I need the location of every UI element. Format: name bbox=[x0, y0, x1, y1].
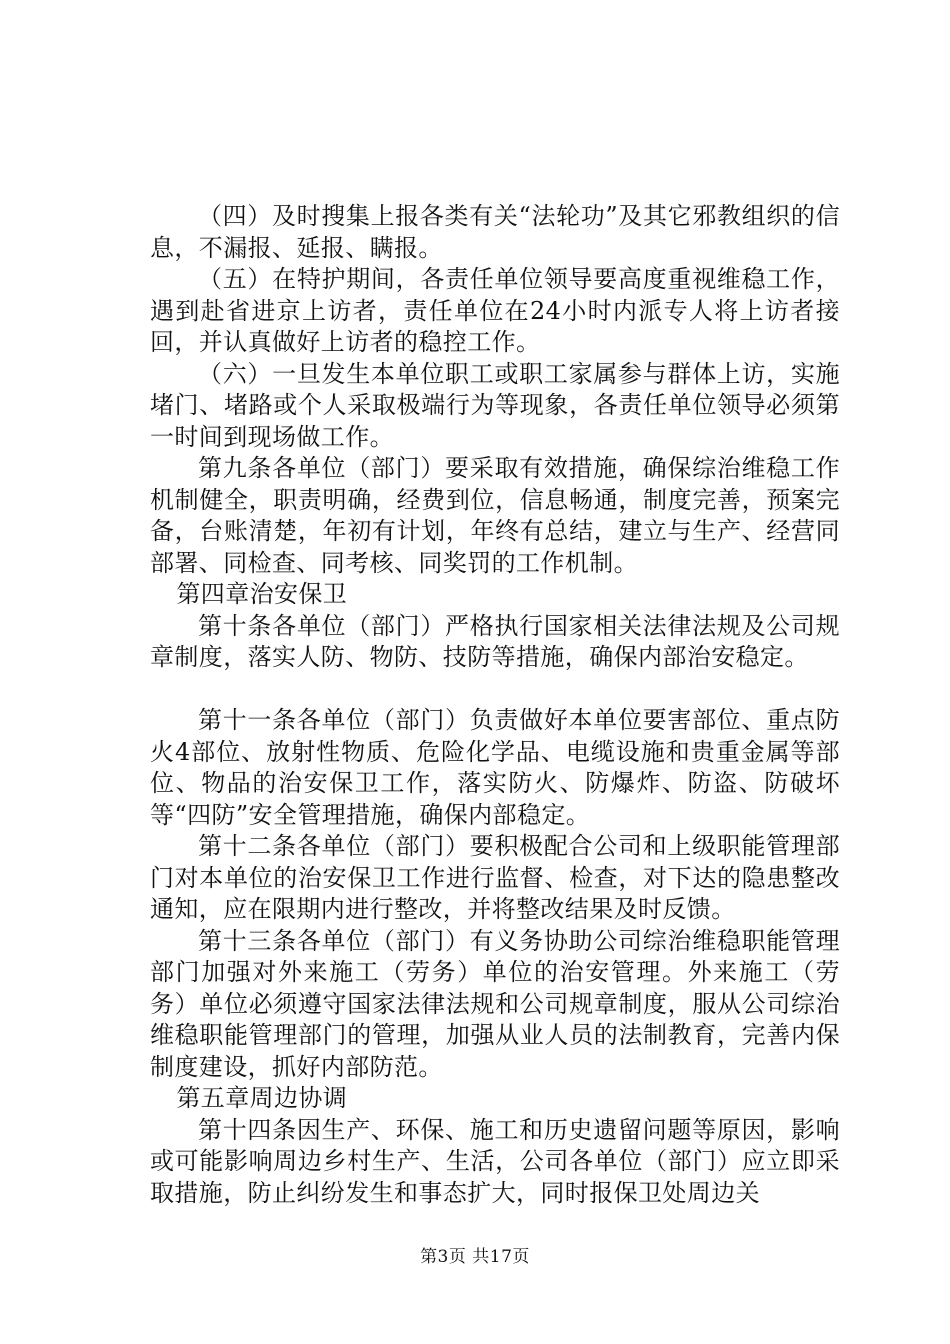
paragraph-item-5: （五）在特护期间，各责任单位领导要高度重视维稳工作，遇到赴省进京上访者，责任单位在24小时内派专人将上访者接回，并认真做好上访者的稳控工作。 bbox=[150, 265, 840, 356]
document-body bbox=[150, 201, 840, 1209]
paragraph-item-6: （六）一旦发生本单位职工或职工家属参与群体上访，实施堵门、堵路或个人采取极端行为等现象，各责任单位领导必须第一时间到现场做工作。 bbox=[150, 359, 840, 451]
paragraph-article-13: 第十三条各单位（部门）有义务协助公司综治维稳职能管理部门加强对外来施工（劳务）单位的治安管理。外来施工（劳务）单位必须遵守国家法律法规和公司规章制度，服从公司综治维稳职能管理部门的管理，加强从业人员的法制教育，完善内保制度建设，抓好内部防范。 bbox=[150, 926, 840, 1081]
paragraph-article-12: 第十二条各单位（部门）要积极配合公司和上级职能管理部门对本单位的治安保卫工作进行监督、检查，对下达的隐患整改通知，应在限期内进行整改，并将整改结果及时反馈。 bbox=[150, 832, 840, 923]
paragraph-article-14: 第十四条因生产、环保、施工和历史遗留问题等原因，影响或可能影响周边乡村生产、生活，公司各单位（部门）应立即采取措施，防止纠纷发生和事态扩大，同时报保卫处周边关 bbox=[150, 1115, 840, 1207]
chapter-heading-5: 第五章周边协调 bbox=[176, 1084, 348, 1112]
page-footer: 第3页 共17页 bbox=[420, 1247, 530, 1267]
paragraph-gap bbox=[150, 674, 840, 706]
paragraph-item-4: （四）及时搜集上报各类有关“法轮功”及其它邪教组织的信息，不漏报、延报、瞒报。 bbox=[150, 202, 840, 262]
chapter-heading-4: 第四章治安保卫 bbox=[176, 580, 348, 608]
paragraph-article-11: 第十一条各单位（部门）负责做好本单位要害部位、重点防火4部位、放射性物质、危险化学品、电缆设施和贵重金属等部位、物品的治安保卫工作，落实防火、防爆炸、防盗、防破坏等“四防”安全管理措施，确保内部稳定。 bbox=[150, 706, 840, 829]
paragraph-article-10: 第十条各单位（部门）严格执行国家相关法律法规及公司规章制度，落实人防、物防、技防等措施，确保内部治安稳定。 bbox=[150, 611, 840, 671]
paragraph-article-9: 第九条各单位（部门）要采取有效措施，确保综治维稳工作机制健全，职责明确，经费到位，信息畅通，制度完善，预案完备，台账清楚，年初有计划，年终有总结，建立与生产、经营同部署、同检查、同考核、同奖罚的工作机制。 bbox=[150, 454, 840, 577]
